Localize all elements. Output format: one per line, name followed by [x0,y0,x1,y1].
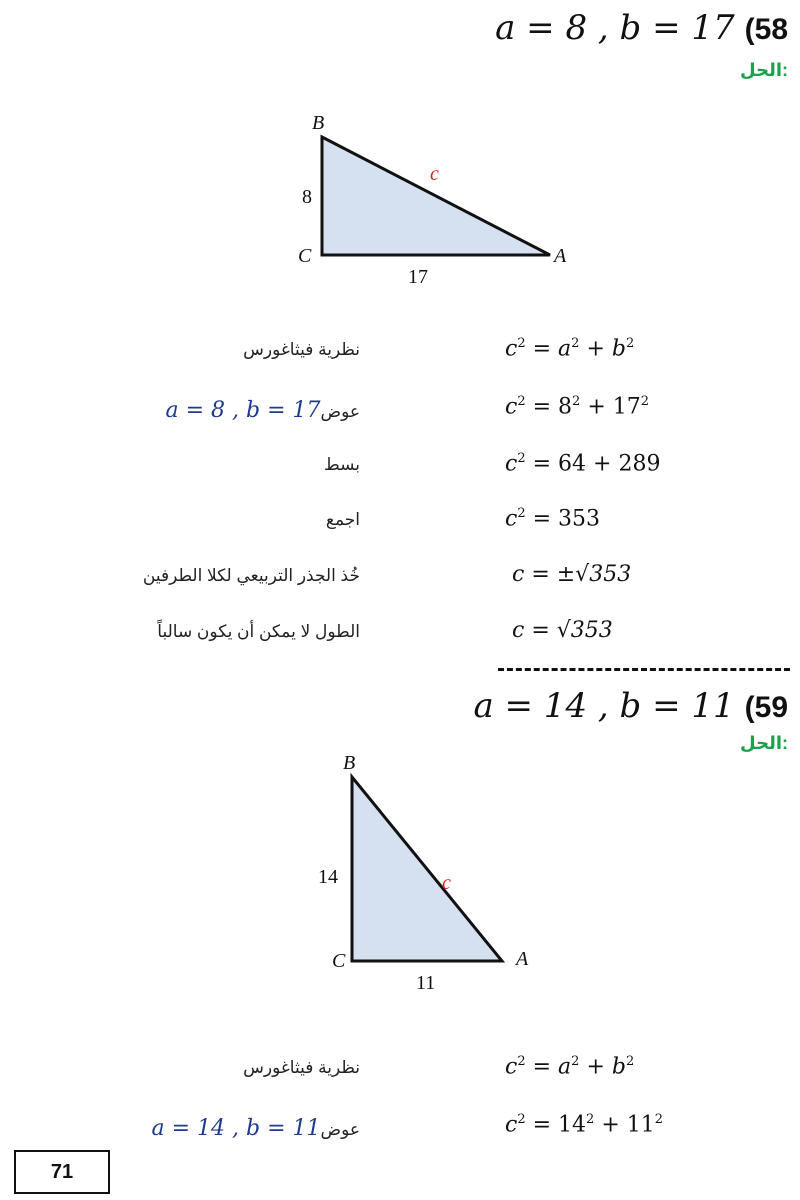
step-row [0,618,800,656]
triangle-shape [322,137,550,255]
step-description: نظرية فيثاغورس [243,1058,360,1077]
hypotenuse-label: c [430,163,439,185]
step-description: اجمع [325,510,360,529]
problem-59-header [473,686,788,726]
step-equation: c = ±√353 [512,562,632,587]
step-row [0,394,800,432]
vertex-c-label: C [298,245,312,267]
step-description [160,398,361,423]
page-number: 71 [14,1150,110,1194]
triangle-diagram-59 [310,745,550,1005]
vertex-b-label: B [312,112,325,134]
problem-59-given: a = 14 , b = 11 [473,686,735,726]
step-description-text: عوض [320,1120,360,1139]
problem-58-header [495,8,788,48]
step-description: خُذ الجذر التربيعي لكلا الطرفين [142,566,360,585]
vertex-a-label: A [554,245,567,267]
step-row [0,1054,800,1092]
vertex-b-label: B [343,752,356,774]
step-equation: $c^2 = a^2 + b^2$ [505,1054,635,1080]
step-equation: $c^2 = a^2 + b^2$ [505,336,635,362]
step-description-text: عوض [320,402,360,421]
step-equation: $c^2 = 353$ [505,506,601,532]
triangle-shape [352,777,502,961]
side-a-length: 14 [318,866,338,888]
step-equation: $c^2 = 14^2 + 11^2$ [505,1112,664,1138]
step-description: الطول لا يمكن أن يكون سالباً [157,622,360,641]
problem-59-solution-label: الحل: [740,733,788,753]
step-equation: $c^2 = 64 + 289$ [505,451,661,477]
step-row [0,336,800,374]
triangle-diagram-58 [290,105,590,300]
side-a-length: 8 [302,186,312,208]
step-row [0,451,800,489]
substitution-values: a = 8 , b = 17 [165,398,321,423]
problem-58-given: a = 8 , b = 17 [495,8,735,48]
step-equation: c = √353 [512,618,613,643]
step-row [0,506,800,544]
substitution-values: a = 14 , b = 11 [151,1116,321,1141]
step-row [0,1112,800,1150]
step-equation: $c^2 = 8^2 + 17^2$ [505,394,650,420]
step-description: بسط [323,455,360,474]
vertex-a-label: A [516,948,529,970]
step-description: نظرية فيثاغورس [243,340,360,359]
problem-59-number: (59 [744,691,788,724]
problem-58-solution-label: الحل: [740,60,788,80]
step-row [0,562,800,600]
side-b-length: 11 [416,972,436,994]
side-b-length: 17 [408,266,428,288]
problem-58-number: (58 [744,13,788,46]
hypotenuse-label: c [442,872,451,894]
section-divider [498,668,790,671]
vertex-c-label: C [332,950,346,972]
step-description [146,1116,361,1141]
